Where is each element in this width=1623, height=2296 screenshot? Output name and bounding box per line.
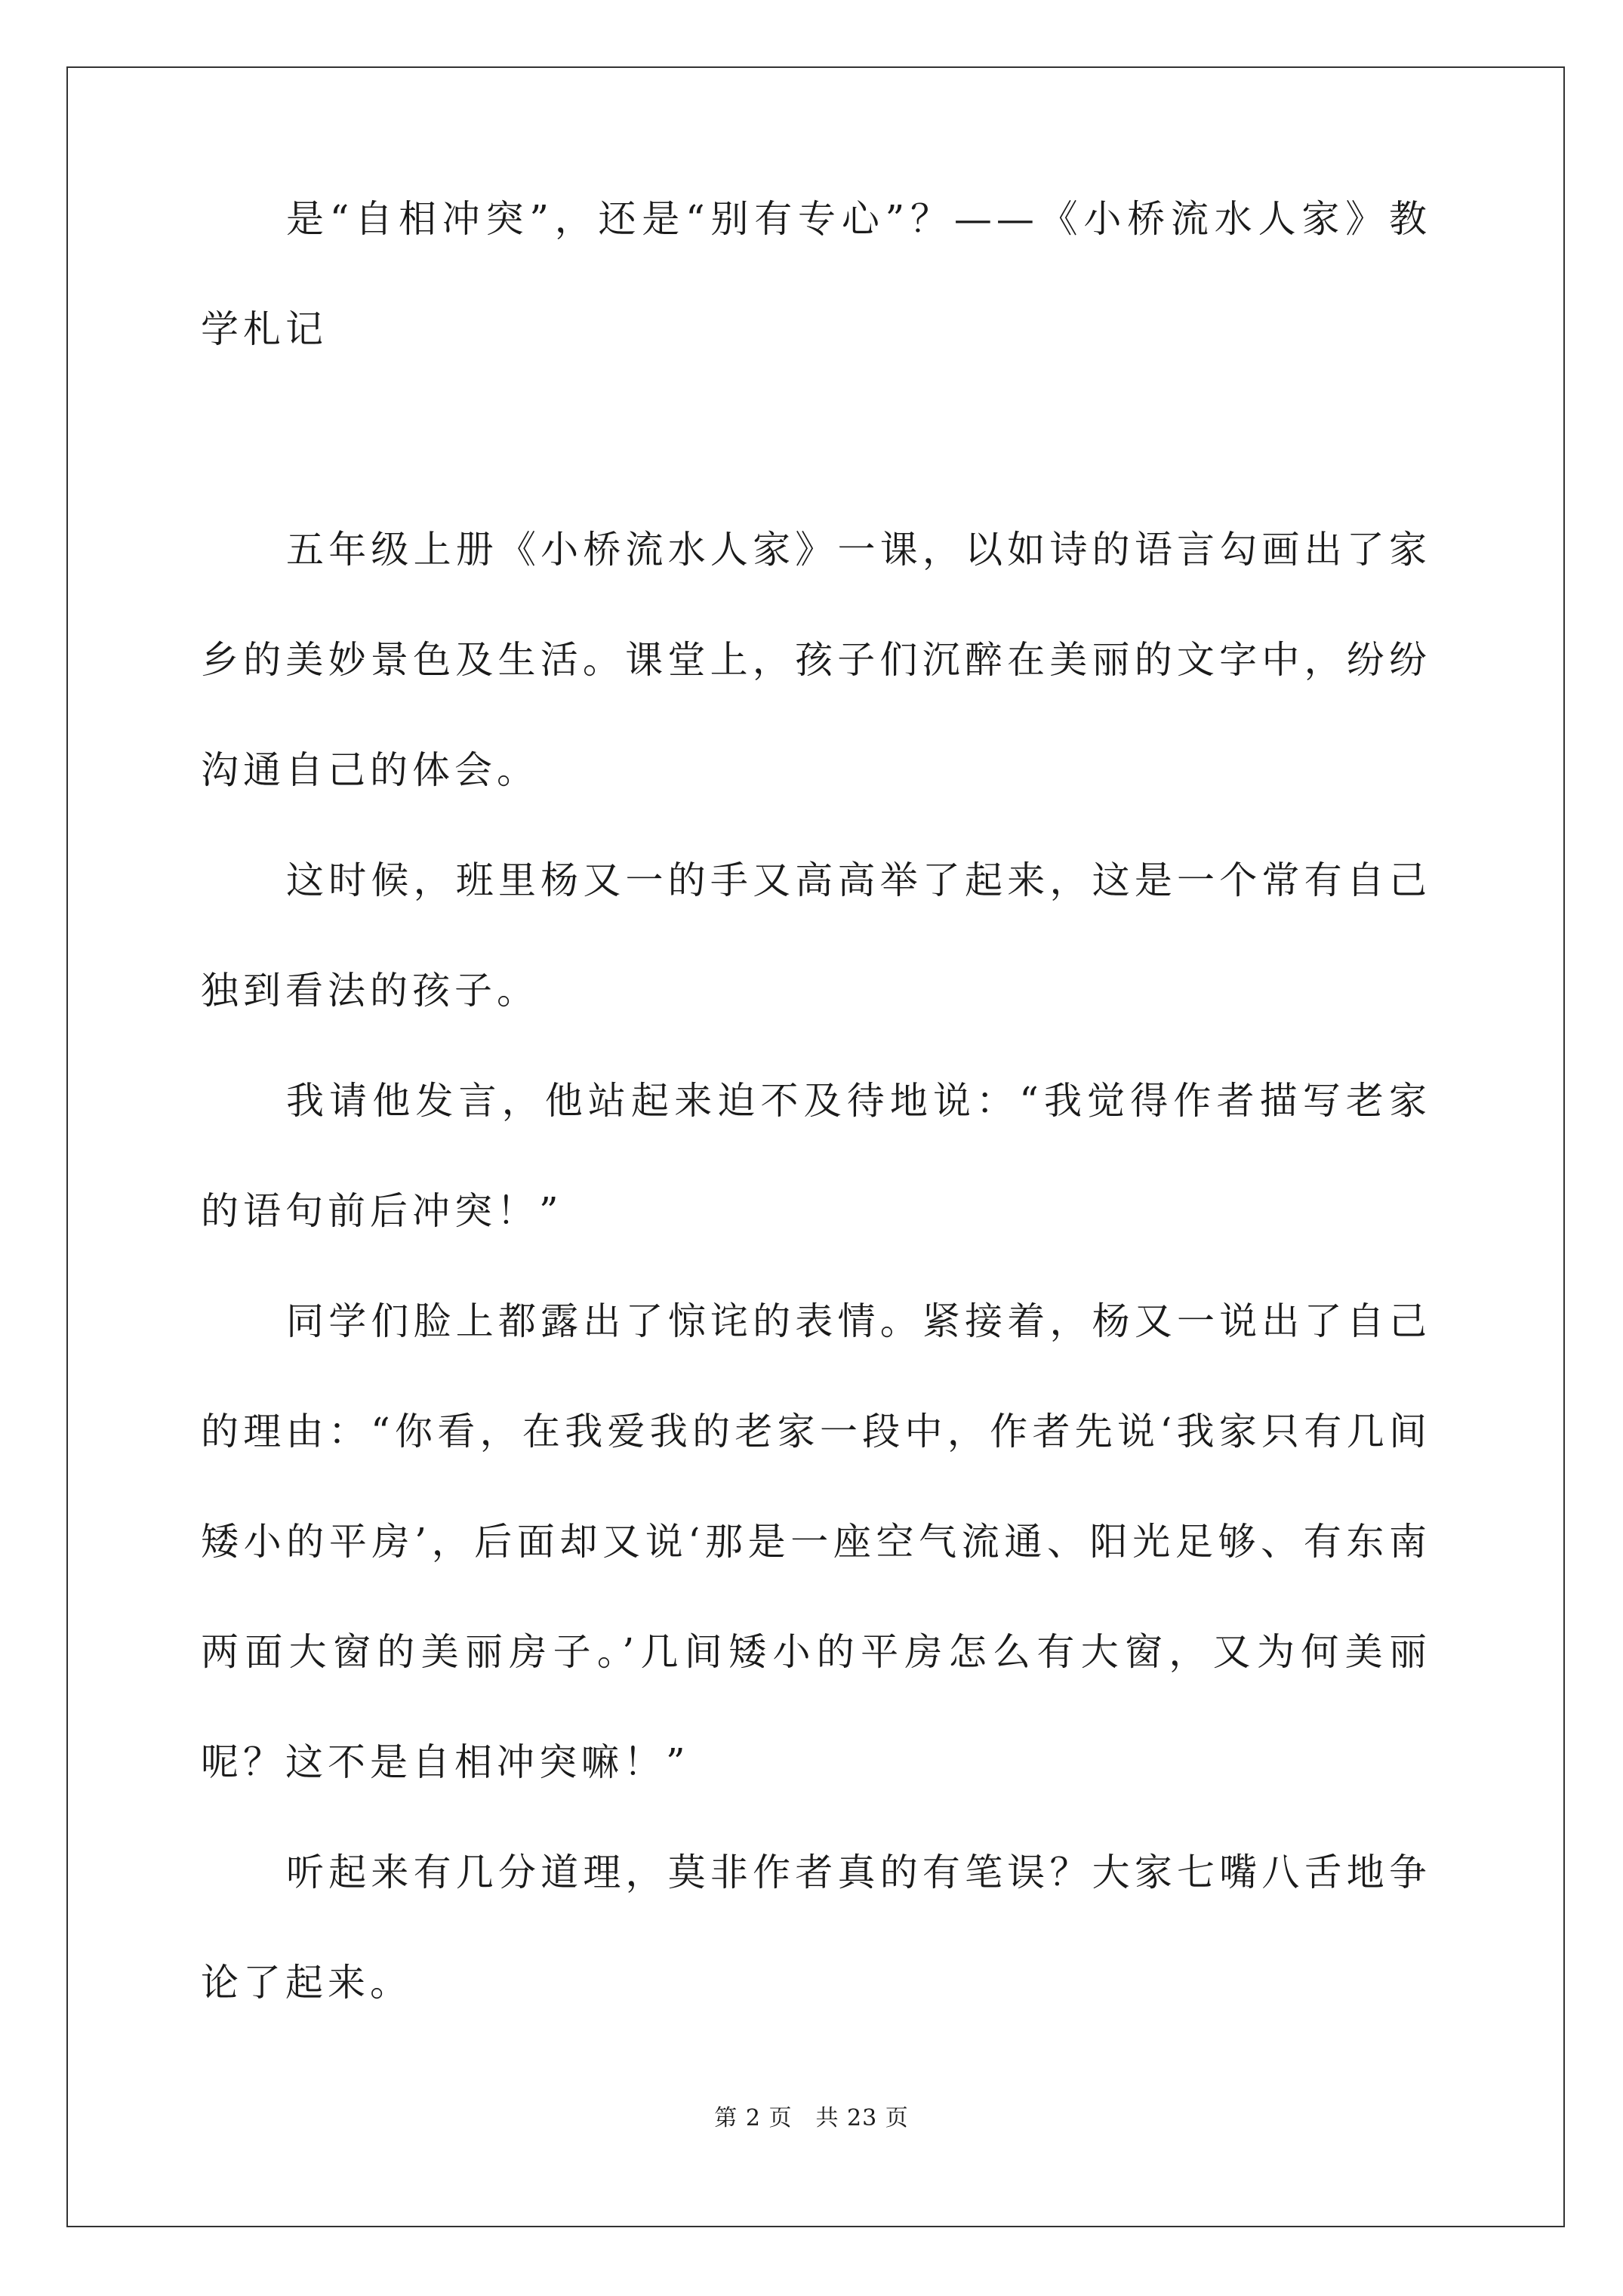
document-title: 是“自相冲突”，还是“别有专心”？——《小桥流水人家》教学札记	[201, 197, 1431, 351]
document-body	[201, 197, 1431, 2038]
paragraph: 听起来有几分道理，莫非作者真的有笔误？大家七嘴八舌地争论了起来。	[201, 1851, 1431, 2005]
page-number-footer: 第 2 页 共 23 页	[714, 2105, 909, 2131]
paragraph: 我请他发言，他站起来迫不及待地说：“我觉得作者描写老家的语句前后冲突！”	[201, 1079, 1431, 1233]
paragraph: 同学们脸上都露出了惊诧的表情。紧接着，杨又一说出了自己的理由：“你看，在我爱我的老家一段中，作者先说‘我家只有几间矮小的平房’，后面却又说‘那是一座空气流通、阳光足够、有东南两面大窗的美丽房子。’几间矮小的平房怎么有大窗，又为何美丽呢？这不是自相冲突嘛！”	[201, 1299, 1431, 1784]
paragraph: 五年级上册《小桥流水人家》一课，以如诗的语言勾画出了家乡的美妙景色及生活。课堂上，孩子们沉醉在美丽的文字中，纷纷沟通自己的体会。	[201, 528, 1431, 792]
title-spacer	[201, 384, 1431, 495]
paragraph: 这时候，班里杨又一的手又高高举了起来，这是一个常有自己独到看法的孩子。	[201, 858, 1431, 1012]
